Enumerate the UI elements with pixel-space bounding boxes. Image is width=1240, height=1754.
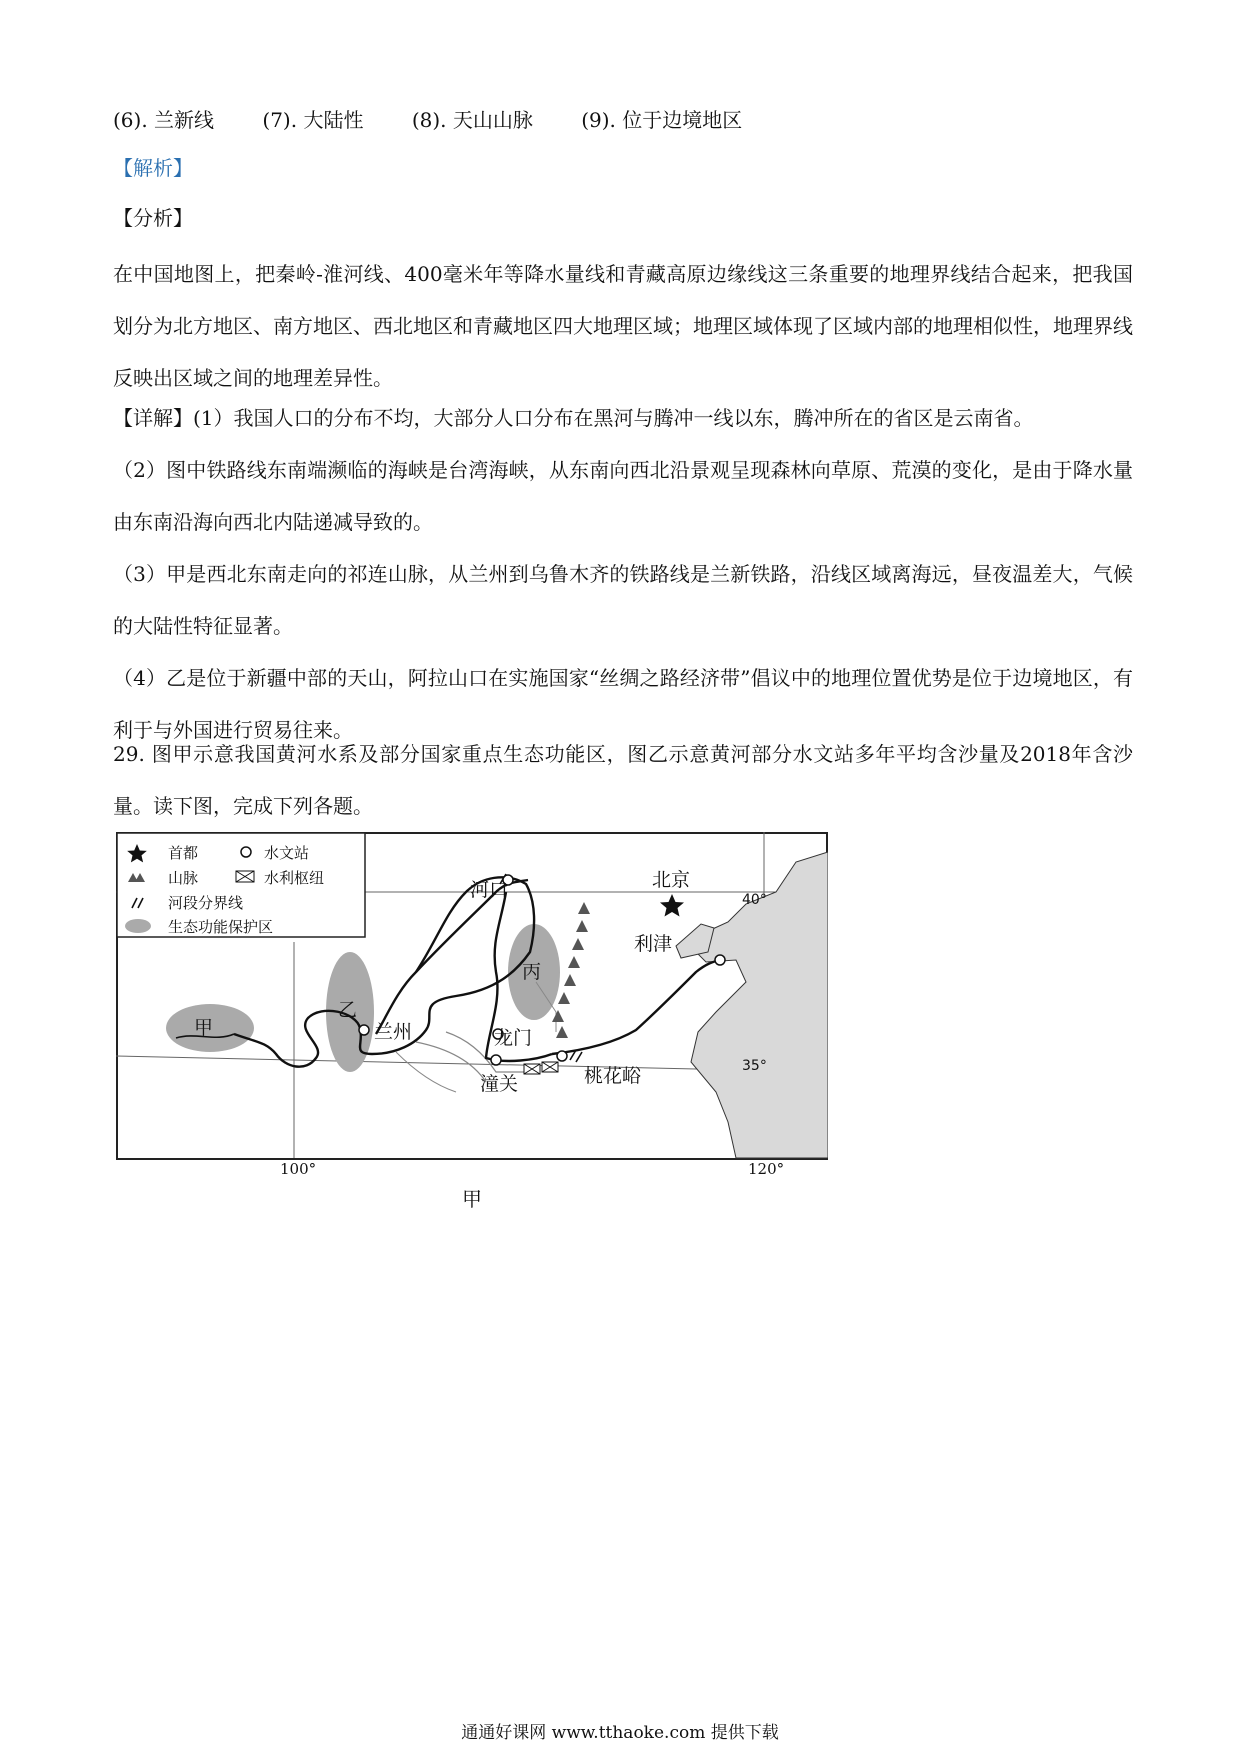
hub-sanmenxia	[524, 1064, 540, 1074]
detail-4: （4）乙是位于新疆中部的天山，阿拉山口在实施国家“丝绸之路经济带”倡议中的地理位置优势是位于边境地区，有利于与外国进行贸易往来。	[113, 666, 1133, 742]
station-lijin	[715, 955, 725, 965]
answer-row	[113, 106, 784, 134]
detail-label: 【详解】	[113, 406, 193, 430]
detail-3: （3）甲是西北东南走向的祁连山脉，从兰州到乌鲁木齐的铁路线是兰新铁路，沿线区域离海远，昼夜温差大，气候的大陆性特征显著。	[113, 562, 1133, 638]
label-longmen: 龙门	[494, 1027, 533, 1049]
station-tongguan	[491, 1055, 501, 1065]
legend-boundary: 河段分界线	[168, 894, 244, 912]
zone-jia: 甲	[194, 1017, 214, 1039]
label-lat-35: 35°	[742, 1058, 767, 1074]
analysis-paragraph: 在中国地图上，把秦岭-淮河线、400毫米年等降水量线和青藏高原边缘线这三条重要的地理界线结合起来，把我国划分为北方地区、南方地区、西北地区和青藏地区四大地理区域；地理区域体现了区域内部的地理相似性，地理界线反映出区域之间的地理差异性。	[113, 262, 1133, 390]
detail-1	[113, 392, 1133, 444]
label-tongguan: 潼关	[480, 1073, 519, 1095]
yellow-river-map	[116, 832, 828, 1162]
legend-station: 水文站	[264, 844, 310, 862]
answer-9: (9). 位于边境地区	[581, 108, 743, 132]
legend-mountain: 山脉	[168, 869, 199, 887]
label-hekou: 河口	[470, 879, 509, 901]
label-beijing: 北京	[652, 869, 691, 891]
answer-8: (8). 天山山脉	[411, 108, 533, 132]
label-lon-120: 120°	[748, 1160, 785, 1178]
legend-station-icon	[241, 847, 251, 857]
map-caption: 甲	[462, 1187, 482, 1211]
legend-hub: 水利枢纽	[264, 869, 325, 887]
label-taohuayu: 桃花峪	[584, 1065, 642, 1087]
heading-jiexi: 【解析】	[113, 156, 193, 180]
answer-7: (7). 大陆性	[262, 108, 364, 132]
heading-fenxi: 【分析】	[113, 206, 193, 230]
zone-yi: 乙	[338, 999, 358, 1021]
page-footer: 通通好课网 www.tthaoke.com 提供下载	[461, 1723, 779, 1743]
detail-1-text: (1）我国人口的分布不均，大部分人口分布在黑河与腾冲一线以东，腾冲所在的省区是云南省。	[193, 406, 1034, 430]
legend-capital: 首都	[168, 844, 199, 862]
hub-xiaolangdi	[542, 1062, 558, 1072]
question-29: 29. 图甲示意我国黄河水系及部分国家重点生态功能区，图乙示意黄河部分水文站多年平均含沙量及2018年含沙量。读下图，完成下列各题。	[113, 742, 1133, 818]
detail-2: （2）图中铁路线东南端濒临的海峡是台湾海峡，从东南向西北沿景观呈现森林向草原、荒漠的变化，是由于降水量由东南沿海向西北内陆递减导致的。	[113, 458, 1133, 534]
label-lat-40: 40°	[742, 892, 767, 908]
label-lijin: 利津	[634, 933, 673, 955]
label-lanzhou: 兰州	[374, 1021, 413, 1043]
label-lon-100: 100°	[280, 1160, 317, 1178]
legend-reserve-icon	[125, 919, 151, 933]
legend-reserve: 生态功能保护区	[168, 918, 274, 936]
answer-6: (6). 兰新线	[113, 108, 215, 132]
legend-hub-icon	[236, 871, 254, 882]
station-taohuayu	[557, 1051, 567, 1061]
station-lanzhou	[359, 1025, 369, 1035]
zone-bing: 丙	[522, 961, 542, 983]
